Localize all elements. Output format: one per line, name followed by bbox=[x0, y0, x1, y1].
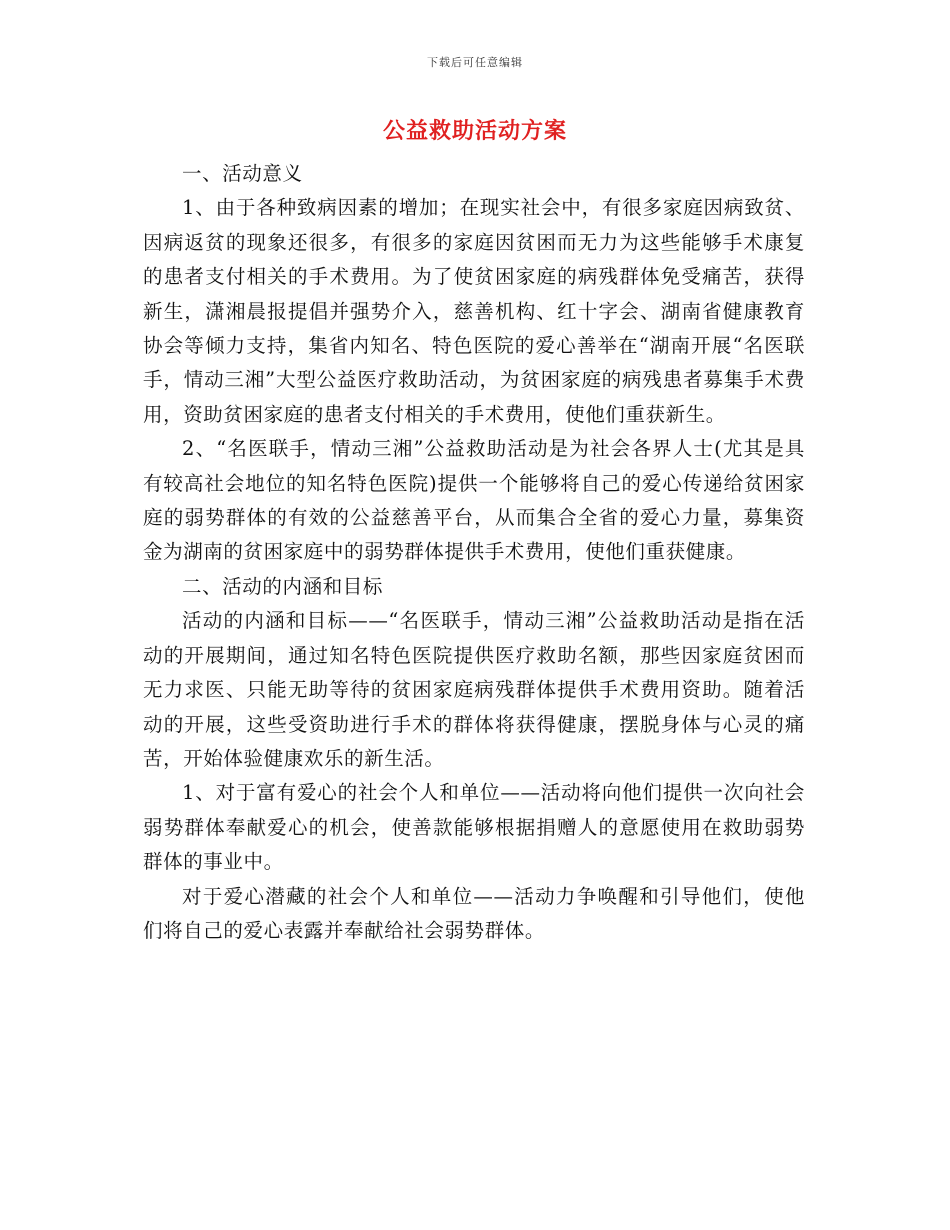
paragraph-3: 活动的内涵和目标——“名医联手，情动三湘”公益救助活动是指在活动的开展期间，通过知名特色医院提供医疗救助名额，那些因家庭贫困而无力求医、只能无助等待的贫困家庭病残群体提供手术费用资助。随着活动的开展，这些受资助进行手术的群体将获得健康，摆脱身体与心灵的痛苦，开始体验健康欢乐的新生活。 bbox=[143, 609, 805, 770]
section-heading-1: 一、活动意义 bbox=[182, 162, 303, 185]
section-heading-2: 二、活动的内涵和目标 bbox=[182, 574, 384, 598]
document-body bbox=[143, 157, 805, 948]
paragraph-1: 1、由于各种致病因素的增加；在现实社会中，有很多家庭因病致贫、因病返贫的现象还很多，有很多的家庭因贫困而无力为这些能够手术康复的患者支付相关的手术费用。为了使贫困家庭的病残群体免受痛苦，获得新生，潇湘晨报提倡并强势介入，慈善机构、红十字会、湖南省健康教育协会等倾力支持，集省内知名、特色医院的爱心善举在“湖南开展“名医联手，情动三湘”大型公益医疗救助活动，为贫困家庭的病残患者募集手术费用，资助贫困家庭的患者支付相关的手术费用，使他们重获新生。 bbox=[143, 196, 805, 426]
paragraph-4: 1、对于富有爱心的社会个人和单位——活动将向他们提供一次向社会弱势群体奉献爱心的机会，使善款能够根据捐赠人的意愿使用在救助弱势群体的事业中。 bbox=[143, 781, 805, 874]
paragraph-5: 对于爱心潜藏的社会个人和单位——活动力争唤醒和引导他们，使他们将自己的爱心表露并奉献给社会弱势群体。 bbox=[143, 884, 805, 942]
document-title: 公益救助活动方案 bbox=[382, 118, 567, 144]
header-note: 下载后可任意编辑 bbox=[427, 56, 523, 69]
paragraph-2: 2、“名医联手，情动三湘”公益救助活动是为社会各界人士(尤其是具有较高社会地位的知名特色医院)提供一个能够将自己的爱心传递给贫困家庭的弱势群体的有效的公益慈善平台，从而集合全省的爱心力量，募集资金为湖南的贫困家庭中的弱势群体提供手术费用，使他们重获健康。 bbox=[143, 437, 805, 564]
